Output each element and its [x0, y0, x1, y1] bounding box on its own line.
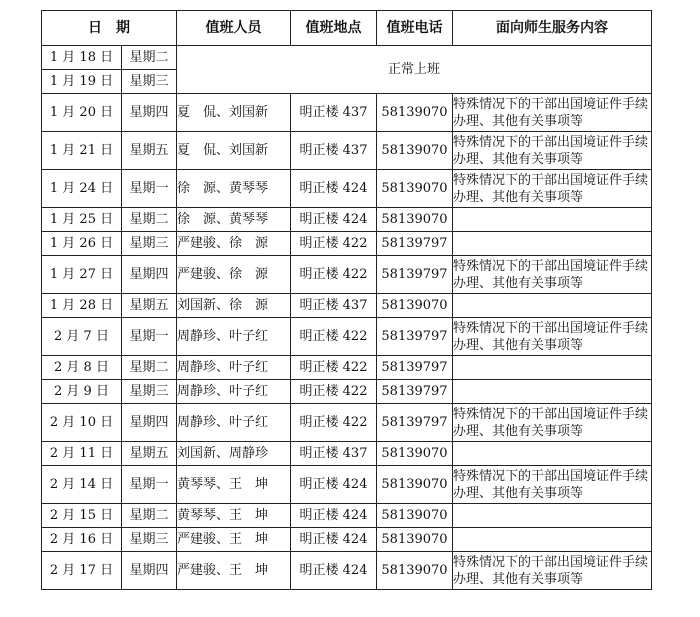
- phone-cell: 58139070: [377, 132, 453, 170]
- table-row: [42, 318, 652, 356]
- table-row: [42, 466, 652, 504]
- location-cell: 明正楼 422: [291, 404, 377, 442]
- duty-schedule-table: [41, 10, 652, 590]
- date-cell: 1 月 24 日: [42, 170, 122, 208]
- date-cell: 1 月 18 日: [42, 46, 122, 70]
- table-row: [42, 380, 652, 404]
- phone-cell: 58139797: [377, 380, 453, 404]
- location-cell: 明正楼 437: [291, 294, 377, 318]
- table-row: [42, 208, 652, 232]
- normal-work-note: 正常上班: [177, 46, 652, 94]
- weekday-cell: 星期四: [122, 404, 177, 442]
- service-cell: 特殊情况下的干部出国境证件手续办理、其他有关事项等: [453, 318, 652, 356]
- table-row: [42, 404, 652, 442]
- header-row: [42, 11, 652, 46]
- staff-cell: 徐 源、黄琴琴: [177, 170, 291, 208]
- phone-cell: 58139070: [377, 528, 453, 552]
- weekday-cell: 星期四: [122, 94, 177, 132]
- location-cell: 明正楼 422: [291, 356, 377, 380]
- service-cell: [453, 380, 652, 404]
- date-cell: 2 月 14 日: [42, 466, 122, 504]
- service-cell: [453, 504, 652, 528]
- phone-cell: 58139070: [377, 466, 453, 504]
- service-cell: 特殊情况下的干部出国境证件手续办理、其他有关事项等: [453, 170, 652, 208]
- staff-cell: 严建骏、王 坤: [177, 552, 291, 590]
- table-row: [42, 528, 652, 552]
- staff-cell: 周静珍、叶子红: [177, 380, 291, 404]
- weekday-cell: 星期四: [122, 256, 177, 294]
- location-cell: 明正楼 424: [291, 170, 377, 208]
- weekday-cell: 星期五: [122, 442, 177, 466]
- table-row: [42, 94, 652, 132]
- staff-cell: 黄琴琴、王 坤: [177, 504, 291, 528]
- table-row: [42, 46, 652, 70]
- weekday-cell: 星期三: [122, 70, 177, 94]
- date-cell: 1 月 20 日: [42, 94, 122, 132]
- staff-cell: 夏 侃、刘国新: [177, 132, 291, 170]
- table-row: [42, 356, 652, 380]
- staff-cell: 夏 侃、刘国新: [177, 94, 291, 132]
- date-cell: 1 月 26 日: [42, 232, 122, 256]
- staff-cell: 刘国新、周静珍: [177, 442, 291, 466]
- service-cell: 特殊情况下的干部出国境证件手续办理、其他有关事项等: [453, 256, 652, 294]
- staff-cell: 周静珍、叶子红: [177, 356, 291, 380]
- table-row: [42, 552, 652, 590]
- weekday-cell: 星期一: [122, 170, 177, 208]
- service-cell: [453, 528, 652, 552]
- phone-cell: 58139797: [377, 232, 453, 256]
- staff-cell: 黄琴琴、王 坤: [177, 466, 291, 504]
- staff-cell: 严建骏、徐 源: [177, 232, 291, 256]
- phone-cell: 58139070: [377, 170, 453, 208]
- table-row: [42, 232, 652, 256]
- table-row: [42, 504, 652, 528]
- staff-cell: 周静珍、叶子红: [177, 318, 291, 356]
- weekday-cell: 星期三: [122, 528, 177, 552]
- service-cell: [453, 232, 652, 256]
- date-cell: 2 月 10 日: [42, 404, 122, 442]
- date-cell: 1 月 27 日: [42, 256, 122, 294]
- phone-cell: 58139070: [377, 504, 453, 528]
- location-cell: 明正楼 437: [291, 94, 377, 132]
- service-cell: 特殊情况下的干部出国境证件手续办理、其他有关事项等: [453, 466, 652, 504]
- date-cell: 1 月 21 日: [42, 132, 122, 170]
- location-cell: 明正楼 424: [291, 208, 377, 232]
- location-cell: 明正楼 424: [291, 528, 377, 552]
- staff-cell: 严建骏、徐 源: [177, 256, 291, 294]
- service-cell: [453, 208, 652, 232]
- phone-cell: 58139797: [377, 318, 453, 356]
- header-service: 面向师生服务内容: [453, 11, 652, 46]
- service-cell: 特殊情况下的干部出国境证件手续办理、其他有关事项等: [453, 132, 652, 170]
- location-cell: 明正楼 437: [291, 132, 377, 170]
- table-row: [42, 132, 652, 170]
- table-row: [42, 294, 652, 318]
- location-cell: 明正楼 437: [291, 442, 377, 466]
- phone-cell: 58139070: [377, 442, 453, 466]
- weekday-cell: 星期二: [122, 208, 177, 232]
- weekday-cell: 星期五: [122, 294, 177, 318]
- staff-cell: 严建骏、王 坤: [177, 528, 291, 552]
- location-cell: 明正楼 422: [291, 318, 377, 356]
- date-cell: 2 月 16 日: [42, 528, 122, 552]
- weekday-cell: 星期二: [122, 46, 177, 70]
- date-cell: 1 月 28 日: [42, 294, 122, 318]
- staff-cell: 徐 源、黄琴琴: [177, 208, 291, 232]
- location-cell: 明正楼 422: [291, 232, 377, 256]
- service-cell: 特殊情况下的干部出国境证件手续办理、其他有关事项等: [453, 404, 652, 442]
- service-cell: [453, 356, 652, 380]
- header-date: 日 期: [42, 11, 177, 46]
- phone-cell: 58139070: [377, 294, 453, 318]
- location-cell: 明正楼 424: [291, 466, 377, 504]
- date-cell: 2 月 11 日: [42, 442, 122, 466]
- weekday-cell: 星期四: [122, 552, 177, 590]
- location-cell: 明正楼 424: [291, 504, 377, 528]
- staff-cell: 刘国新、徐 源: [177, 294, 291, 318]
- table-row: [42, 170, 652, 208]
- header-location: 值班地点: [291, 11, 377, 46]
- weekday-cell: 星期五: [122, 132, 177, 170]
- header-phone: 值班电话: [377, 11, 453, 46]
- date-cell: 1 月 19 日: [42, 70, 122, 94]
- phone-cell: 58139797: [377, 356, 453, 380]
- date-cell: 2 月 8 日: [42, 356, 122, 380]
- location-cell: 明正楼 422: [291, 380, 377, 404]
- date-cell: 1 月 25 日: [42, 208, 122, 232]
- weekday-cell: 星期二: [122, 504, 177, 528]
- date-cell: 2 月 7 日: [42, 318, 122, 356]
- weekday-cell: 星期一: [122, 466, 177, 504]
- weekday-cell: 星期一: [122, 318, 177, 356]
- service-cell: [453, 294, 652, 318]
- service-cell: 特殊情况下的干部出国境证件手续办理、其他有关事项等: [453, 94, 652, 132]
- phone-cell: 58139797: [377, 404, 453, 442]
- service-cell: 特殊情况下的干部出国境证件手续办理、其他有关事项等: [453, 552, 652, 590]
- location-cell: 明正楼 422: [291, 256, 377, 294]
- staff-cell: 周静珍、叶子红: [177, 404, 291, 442]
- phone-cell: 58139070: [377, 94, 453, 132]
- date-cell: 2 月 17 日: [42, 552, 122, 590]
- table-row: [42, 256, 652, 294]
- table-row: [42, 442, 652, 466]
- phone-cell: 58139070: [377, 552, 453, 590]
- service-cell: [453, 442, 652, 466]
- weekday-cell: 星期三: [122, 232, 177, 256]
- phone-cell: 58139797: [377, 256, 453, 294]
- location-cell: 明正楼 424: [291, 552, 377, 590]
- date-cell: 2 月 15 日: [42, 504, 122, 528]
- phone-cell: 58139070: [377, 208, 453, 232]
- header-staff: 值班人员: [177, 11, 291, 46]
- date-cell: 2 月 9 日: [42, 380, 122, 404]
- weekday-cell: 星期二: [122, 356, 177, 380]
- weekday-cell: 星期三: [122, 380, 177, 404]
